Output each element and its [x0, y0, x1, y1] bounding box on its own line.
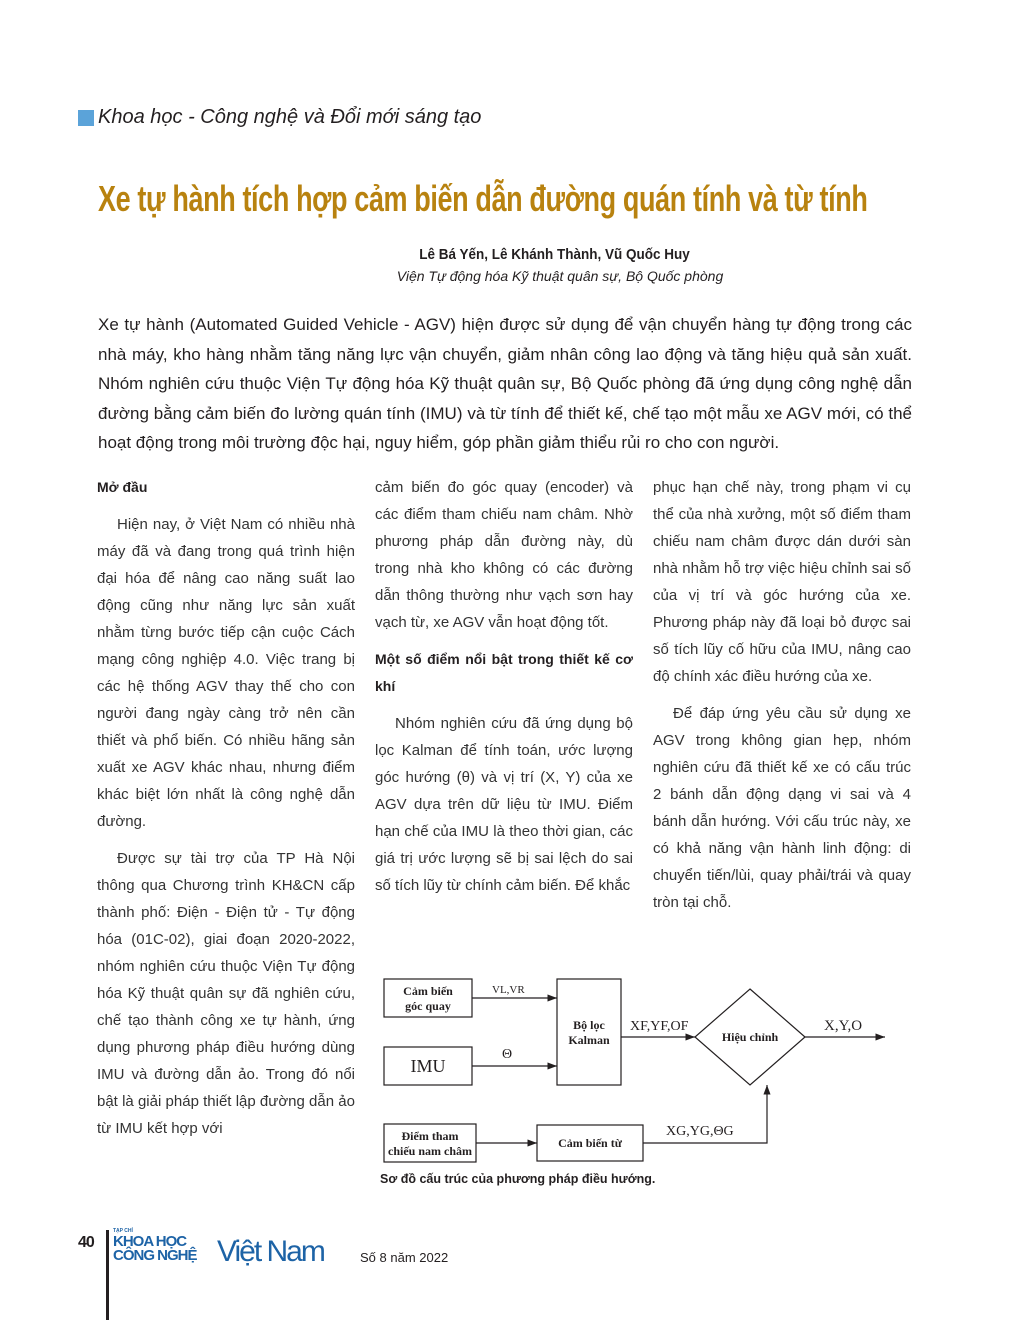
section-square-icon — [78, 110, 94, 126]
signal-f: XF,YF,OF — [630, 1019, 689, 1034]
logo-vietnam: Việt Nam — [217, 1235, 324, 1268]
navigation-diagram — [380, 965, 920, 1170]
magnetic-sensor-label: Cảm biến từ — [558, 1136, 622, 1150]
magazine-logo — [113, 1228, 353, 1278]
column-2 — [375, 474, 633, 909]
magnet-label: Điểm tham — [401, 1129, 459, 1143]
encoder-label: Cảm biến — [403, 984, 453, 998]
footer-divider — [106, 1230, 109, 1320]
column-1 — [97, 474, 355, 1152]
logo-line2: CÔNG NGHỆ — [113, 1247, 197, 1264]
heading-intro: Mở đầu — [97, 479, 148, 495]
encoder-label: góc quay — [405, 999, 451, 1013]
signal-out: X,Y,O — [824, 1018, 863, 1034]
signal-v: VL,VR — [492, 984, 525, 996]
correction-label: Hiệu chỉnh — [721, 1030, 779, 1044]
authors: Lê Bá Yến, Lê Khánh Thành, Vũ Quốc Huy — [419, 246, 690, 263]
section-header — [78, 106, 481, 129]
paragraph: Được sự tài trợ của TP Hà Nội thông qua Chương trình KH&CN cấp thành phố: Điện - Điện tử - Tự động hóa (01C-02), giai đoạn 2020-2022, nhóm nghiên cứu thuộc Viện Tự động hóa Kỹ thuật quân sự đã nghiên cứu, chế tạo thành công xe tự hành, ứng dụng phương pháp điều hướng dùng IMU và đường dẫn ảo. Trong đó nổi bật là giải pháp thiết lập đường dẫn ảo từ IMU kết hợp với — [97, 850, 355, 1137]
kalman-label: Bộ lọc — [573, 1018, 605, 1032]
signal-theta: Θ — [502, 1047, 513, 1062]
issue-number: Số 8 năm 2022 — [360, 1250, 449, 1265]
paragraph: Hiện nay, ở Việt Nam có nhiều nhà máy đã và đang trong quá trình hiện đại hóa để nâng cao năng suất lao động cũng như năng lực sản xuất nhằm từng bước tiếp cận cuộc Cách mạng công nghiệp 4.0. Việc trang bị các hệ thống AGV thay thế cho con người đang ngày càng trở nên cần thiết và phổ biến. Có nhiều hãng sản xuất xe AGV khác nhau, nhưng điểm khác biệt lớn nhất là công nghệ dẫn đường. — [97, 516, 355, 830]
affiliation: Viện Tự động hóa Kỹ thuật quân sự, Bộ Quốc phòng — [396, 268, 724, 284]
kalman-box — [557, 979, 621, 1085]
signal-g: XG,YG,ΘG — [666, 1124, 734, 1139]
page-number: 40 — [78, 1234, 94, 1251]
paragraph: Nhóm nghiên cứu đã ứng dụng bộ lọc Kalman để tính toán, ước lượng góc hướng (θ) và vị trí (X, Y) của xe AGV dựa trên dữ liệu từ IMU. Điểm hạn chế của IMU là theo thời gian, các giá trị ước lượng sẽ bị sai lệch do sai số tích lũy từ chính cảm biến. Để khắc — [375, 715, 633, 894]
article-title: Xe tự hành tích hợp cảm biến dẫn đường quán tính và từ tính — [98, 178, 868, 219]
heading-design: Một số điểm nổi bật trong thiết kế cơ khí — [375, 651, 633, 694]
paragraph: Để đáp ứng yêu cầu sử dụng xe AGV trong không gian hẹp, nhóm nghiên cứu đã thiết kế xe có cấu trúc 2 bánh dẫn động dạng vi sai và 4 bánh dẫn hướng. Với cấu trúc này, xe có khả năng vận hành linh động: di chuyển tiến/lùi, quay phải/trái và quay tròn tại chỗ. — [653, 705, 911, 911]
abstract: Xe tự hành (Automated Guided Vehicle - AGV) hiện được sử dụng để vận chuyển hàng tự động trong các nhà máy, kho hàng nhằm tăng năng lực vận chuyển, giảm nhân công lao động và tăng hiệu quả sản xuất. Nhóm nghiên cứu thuộc Viện Tự động hóa Kỹ thuật quân sự, Bộ Quốc phòng đã ứng dụng công nghệ dẫn đường bằng cảm biến đo lường quán tính (IMU) và từ tính để thiết kế, chế tạo một mẫu xe AGV mới, có thể hoạt động trong môi trường độc hại, nguy hiểm, góp phần giảm thiểu rủi ro cho con người. — [98, 315, 912, 452]
magnet-label: chiếu nam châm — [388, 1144, 472, 1158]
logo-line1: KHOA HỌC — [113, 1233, 187, 1250]
imu-label: IMU — [410, 1056, 446, 1076]
paragraph: phục hạn chế này, trong phạm vi cụ thể của nhà xưởng, một số điểm tham chiếu nam châm được dán dưới sàn nhà nhằm hỗ trợ việc hiệu chỉnh sai số của vị trí và góc hướng của xe. Phương pháp này đã loại bỏ được sai số tích lũy cố hữu của IMU, nâng cao độ chính xác điều hướng của xe. — [653, 479, 911, 685]
column-3 — [653, 474, 911, 926]
paragraph: cảm biến đo góc quay (encoder) và các điểm tham chiếu nam châm. Nhờ phương pháp dẫn đường này, dù trong nhà kho không có các đường dẫn thông thường như vạch sơn hay vạch từ, xe AGV vẫn hoạt động tốt. — [375, 479, 633, 631]
kalman-label: Kalman — [568, 1033, 610, 1047]
diagram-caption: Sơ đồ cấu trúc của phương pháp điều hướng. — [380, 1172, 656, 1186]
section-title: Khoa học - Công nghệ và Đổi mới sáng tạo — [98, 106, 482, 128]
logo-small: TẠP CHÍ — [113, 1228, 133, 1234]
